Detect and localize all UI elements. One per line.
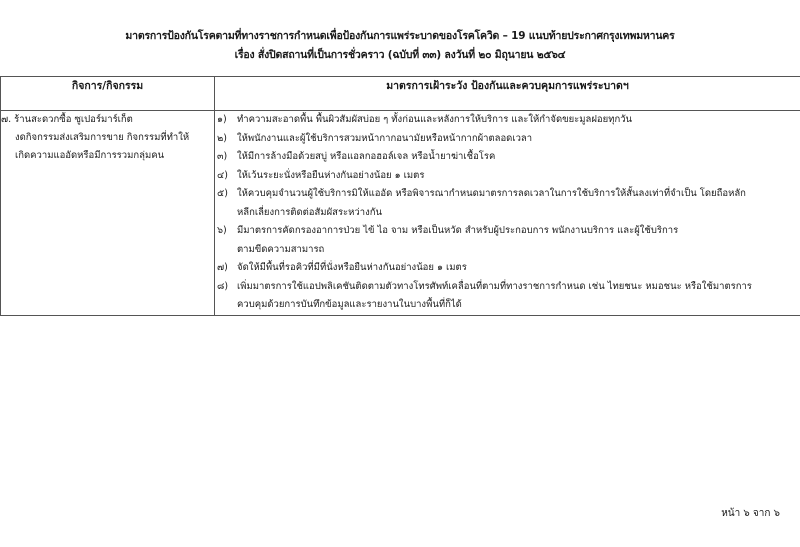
measures-table <box>0 76 800 316</box>
item-text: ให้มีการล้างมือด้วยสบู่ หรือแอลกอฮอล์เจล หรือน้ำยาฆ่าเชื้อโรค <box>237 151 496 162</box>
list-item <box>215 167 800 186</box>
document-subtitle: เรื่อง สั่งปิดสถานที่เป็นการชั่วคราว (ฉบับที่ ๓๓) ลงวันที่ ๒๐ มิถุนายน ๒๕๖๔ <box>234 49 566 61</box>
table-header-row <box>1 77 800 111</box>
item-number: ๒) <box>217 132 227 144</box>
item-number: ๑) <box>217 114 227 125</box>
activity-line: งดกิจกรรมส่งเสริมการขาย กิจกรรมที่ทำให้ <box>15 132 190 143</box>
item-text: เพิ่มมาตรการใช้แอปพลิเคชันติดตามตัวทางโทรศัพท์เคลื่อนที่ตามที่ทางราชการกำหนด เช่น ไทยชนะ หมอชนะ หรือใช้มาตรการ ควบคุมด้วยการบันทึกข้อมูลและรายงานในบางพื้นที่ก็ได้ <box>237 280 752 310</box>
item-text: ให้ควบคุมจำนวนผู้ใช้บริการมิให้แออัด หรือพิจารณากำหนดมาตรการลดเวลาในการใช้บริการให้สั้นลงเท่าที่จำเป็น โดยถือหลัก หลีกเลี่ยงการติดต่อสัมผัสระหว่างกัน <box>237 188 746 218</box>
item-number: ๗) <box>217 262 228 273</box>
item-number: ๕) <box>217 188 228 199</box>
header-measures: มาตรการเฝ้าระวัง ป้องกันและควบคุมการแพร่ระบาดฯ <box>215 77 800 111</box>
item-text: มีมาตรการคัดกรองอาการป่วย ไข้ ไอ จาม หรือเป็นหวัด สำหรับผู้ประกอบการ พนักงานบริการ และผู้ใช้บริการ ตามขีดความสามารถ <box>237 225 679 255</box>
document-title: มาตรการป้องกันโรคตามที่ทางราชการกำหนดเพื่อป้องกันการแพร่ระบาดของโรคโควิด – 19 แนบท้ายประกาศกรุงเทพมหานคร <box>125 30 675 42</box>
table-row <box>1 111 800 316</box>
list-item <box>215 259 800 278</box>
list-item <box>215 148 800 167</box>
item-text: ให้เว้นระยะนั่งหรือยืนห่างกันอย่างน้อย ๑ เมตร <box>237 169 425 181</box>
item-number: ๖) <box>217 225 227 236</box>
item-number: ๓) <box>217 151 228 162</box>
item-text: ทำความสะอาดพื้น พื้นผิวสัมผัสบ่อย ๆ ทั้งก่อนและหลังการให้บริการ และให้กำจัดขยะมูลฝอยทุกวัน <box>237 114 633 125</box>
page-number: หน้า ๖ จาก ๖ <box>721 508 780 519</box>
list-item <box>215 130 800 149</box>
item-number: ๔) <box>217 169 228 181</box>
list-item <box>215 185 800 222</box>
list-item <box>215 111 800 130</box>
measures-list <box>215 111 800 315</box>
activity-cell <box>1 111 215 316</box>
activity-line: เกิดความแออัดหรือมีการรวมกลุ่มคน <box>15 150 165 161</box>
item-text: ให้พนักงานและผู้ใช้บริการสวมหน้ากากอนามัยหรือหน้ากากผ้าตลอดเวลา <box>237 132 533 144</box>
item-text: จัดให้มีพื้นที่รอคิวที่มีที่นั่งหรือยืนห่างกันอย่างน้อย ๑ เมตร <box>237 262 467 273</box>
header-activity: กิจการ/กิจกรรม <box>1 77 215 111</box>
list-item <box>215 222 800 259</box>
activity-line: ๗. ร้านสะดวกซื้อ ซูเปอร์มาร์เก็ต <box>1 114 133 125</box>
item-number: ๘) <box>217 280 229 292</box>
list-item <box>215 278 800 315</box>
measures-cell <box>215 111 800 316</box>
